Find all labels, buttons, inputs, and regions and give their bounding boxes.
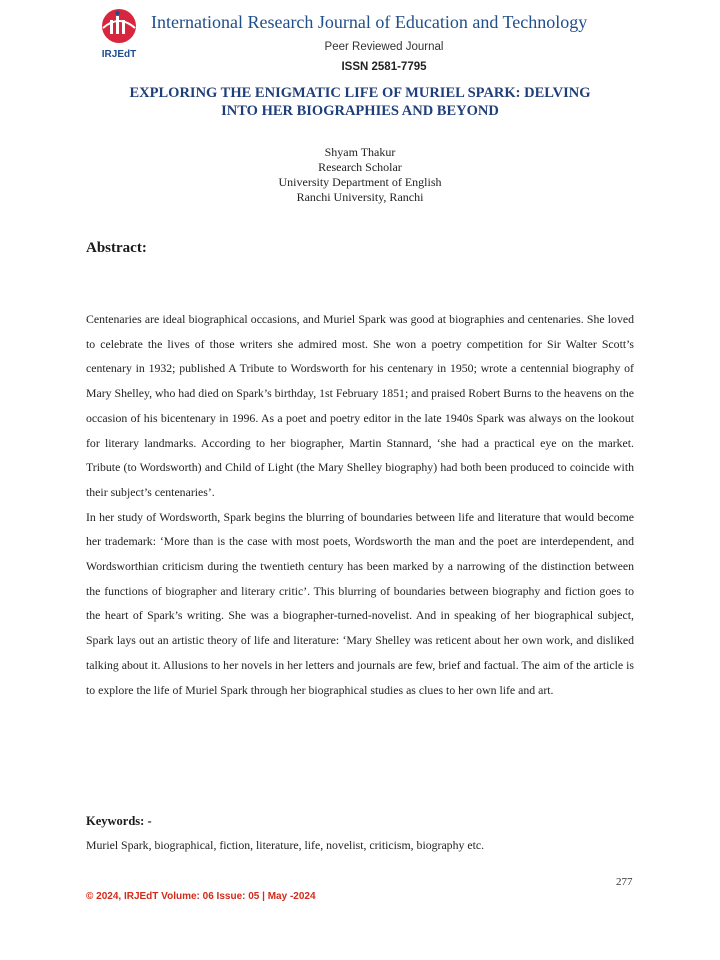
keywords-list: Muriel Spark, biographical, fiction, literature, life, novelist, criticism, biography etc.	[86, 838, 485, 852]
author-department: University Department of English	[278, 175, 442, 189]
abstract-heading: Abstract:	[86, 240, 147, 256]
peer-reviewed-label: Peer Reviewed Journal	[324, 41, 444, 53]
author-block	[0, 145, 720, 205]
footer-citation: © 2024, IRJEdT Volume: 06 Issue: 05 | May -2024	[86, 891, 316, 902]
keywords-heading: Keywords: -	[86, 814, 152, 828]
issn-label: ISSN 2581-7795	[341, 61, 427, 73]
abstract-paragraph: In her study of Wordsworth, Spark begins the blurring of boundaries between life and literature that would become her trademark: ‘More than is the case with most poets, Wordsworth the man and the poet are interdependent, and Wordsworthian criticism during the twentieth century has been marked by a narrowing of the distinction between the functions of biographer and literary critic’. This blurring of boundaries between biography and fiction goes to the heart of Spark’s writing. She was a biographer-turned-novelist. And in speaking of her biographical subject, Spark lays out an artistic theory of life and literature: ‘Mary Shelley was reticent about her own work, and disliked talking about it. Allusions to her novels in her letters and journals are few, brief and factual. The aim of the article is to explore the life of Muriel Spark through her biographical studies as clues to her own life and art.	[86, 509, 634, 697]
author-role: Research Scholar	[318, 160, 402, 174]
author-name: Shyam Thakur	[324, 145, 396, 159]
abstract-paragraph: Centenaries are ideal biographical occasions, and Muriel Spark was good at biographies and centenaries. She loved to celebrate the lives of those writers she admired most. She won a poetry competition for Sir Walter Scott’s centenary in 1932; published A Tribute to Wordsworth for his centenary in 1950; wrote a centennial biography of Mary Shelley, who had died on Spark’s birthday, 1st February 1851; and praised Robert Burns to the heavens on the occasion of his bicentenary in 1996. As a poet and poetry editor in the late 1940s Spark was always on the lookout for literary landmarks. According to her biographer, Martin Stannard, ‘she had a practical eye on the market. Tribute (to Wordsworth) and Child of Light (the Mary Shelley biography) had both been produced to coincide with their subject’s centenaries’.	[86, 312, 634, 499]
paper-title	[60, 84, 660, 120]
paper-title-line-1: EXPLORING THE ENIGMATIC LIFE OF MURIEL SPARK: DELVING	[129, 85, 591, 101]
journal-title: International Research Journal of Education and Technology	[151, 12, 588, 32]
abstract-body	[86, 307, 634, 702]
author-university: Ranchi University, Ranchi	[296, 190, 424, 204]
paper-title-line-2: INTO HER BIOGRAPHIES AND BEYOND	[221, 103, 499, 119]
logo-text: IRJEdT	[101, 49, 137, 60]
page-number: 277	[616, 876, 633, 888]
